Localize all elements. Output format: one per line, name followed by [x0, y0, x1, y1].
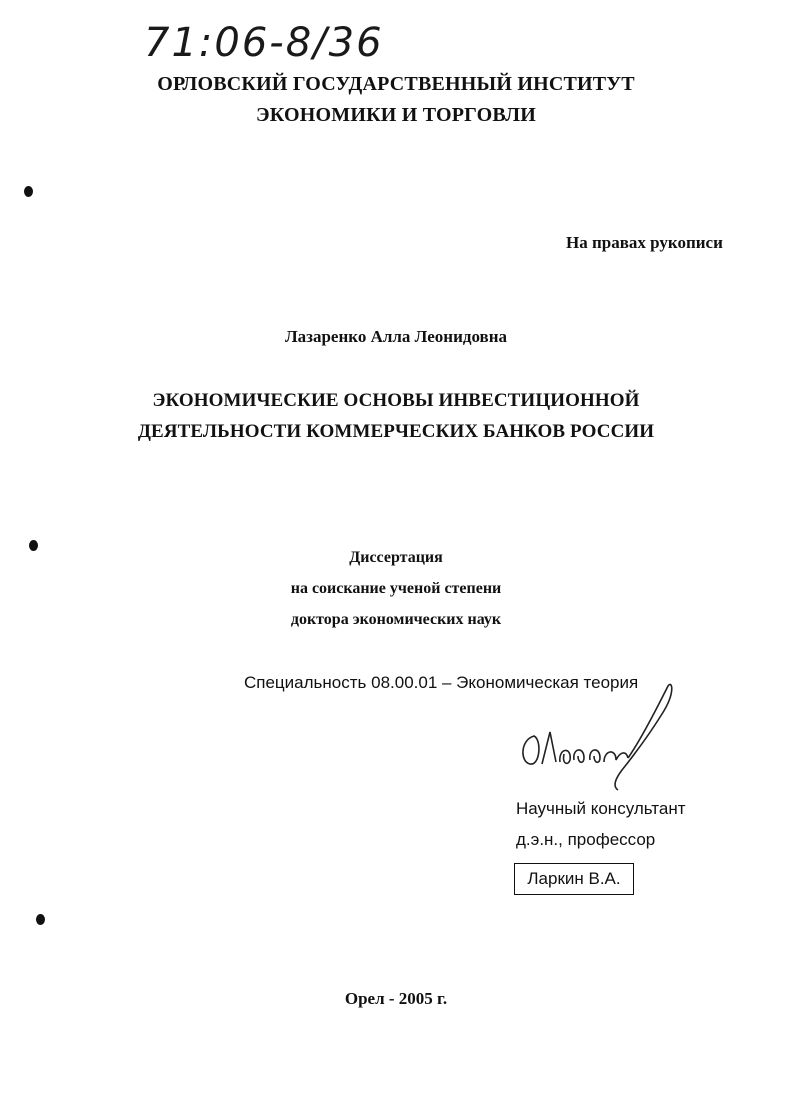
archive-code: [140, 8, 400, 74]
consultant-name-box: [514, 863, 634, 895]
binder-hole-1: [24, 186, 33, 197]
institution-line-1: ОРЛОВСКИЙ ГОСУДАРСТВЕННЫЙ ИНСТИТУТ: [157, 73, 635, 95]
institution-line-2: ЭКОНОМИКИ И ТОРГОВЛИ: [256, 104, 536, 126]
title-line-1: ЭКОНОМИЧЕСКИЕ ОСНОВЫ ИНВЕСТИЦИОННОЙ: [152, 390, 640, 411]
author-name: Лазаренко Алла Леонидовна: [284, 327, 508, 346]
degree-line-1: Диссертация: [349, 549, 443, 566]
consultant-name: Ларкин В.А.: [527, 869, 621, 888]
degree-line-2: на соискание ученой степени: [290, 580, 502, 597]
signature: [512, 678, 682, 793]
degree-line-3: доктора экономических наук: [290, 611, 502, 628]
manuscript-rights: На правах рукописи: [566, 233, 723, 252]
city-year: Орел - 2005 г.: [344, 989, 448, 1008]
consultant-role: Научный консультант: [516, 799, 686, 818]
title-line-2: ДЕЯТЕЛЬНОСТИ КОММЕРЧЕСКИХ БАНКОВ РОССИИ: [137, 421, 655, 442]
specialty: Специальность 08.00.01 – Экономическая теория: [244, 673, 639, 692]
archive-code-text: 71:06-8/36: [144, 20, 384, 66]
binder-hole-3: [36, 914, 45, 925]
consultant-credentials: д.э.н., профессор: [516, 830, 656, 849]
